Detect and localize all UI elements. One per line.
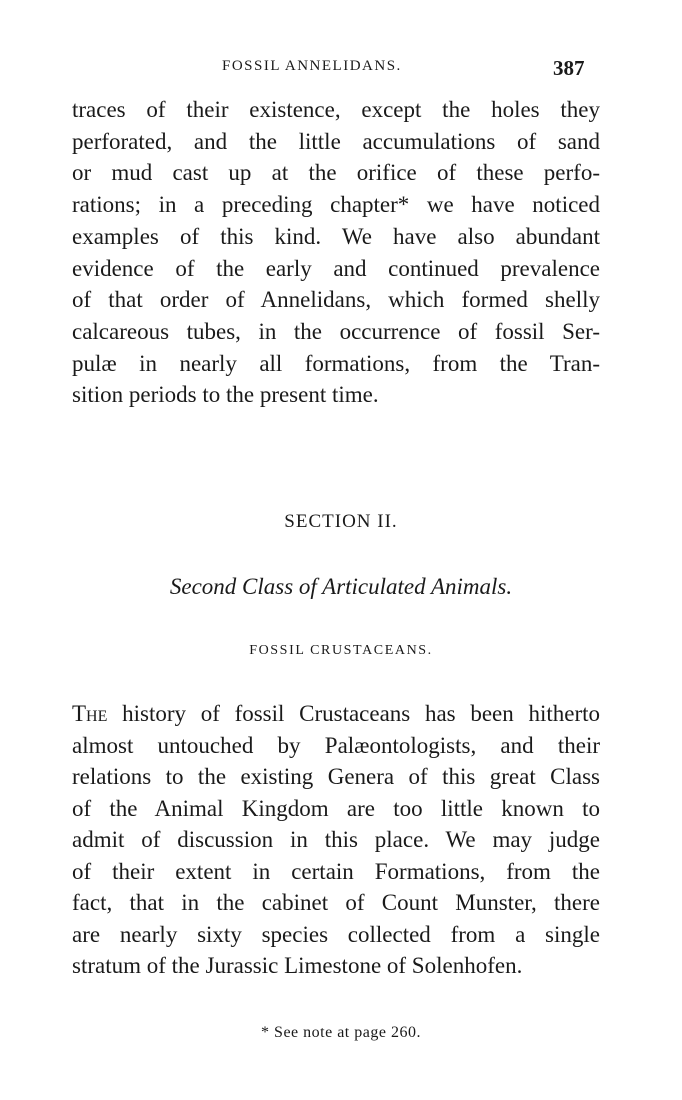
drop-word: The	[72, 701, 108, 726]
running-title: FOSSIL ANNELIDANS.	[222, 58, 402, 74]
text-line: of their extent in certain Formations, from the	[72, 858, 600, 884]
paragraph-crustaceans	[72, 698, 600, 982]
text-line: admit of discussion in this place. We may judge	[72, 827, 600, 852]
text-line: are nearly sixty species collected from a single	[72, 921, 600, 947]
text-line-first	[72, 698, 600, 730]
paragraph-annelidans	[72, 94, 600, 411]
page-number: 387	[553, 56, 585, 80]
section-heading: FOSSIL CRUSTACEANS.	[249, 643, 433, 658]
text-line: pulæ in nearly all formations, from the Tran-	[72, 350, 600, 376]
text-line: of that order of Annelidans, which formed shelly	[72, 287, 600, 313]
text-line: examples of this kind. We have also abundant	[72, 223, 600, 249]
running-head	[0, 56, 682, 86]
text-line: calcareous tubes, in the occurrence of fossil Ser-	[72, 318, 600, 344]
text-line: of the Animal Kingdom are too little known to	[72, 795, 600, 821]
section-subtitle: Second Class of Articulated Animals.	[169, 574, 513, 599]
footnote: * See note at page 260.	[261, 1024, 421, 1041]
text-line: perforated, and the little accumulations of sand	[72, 128, 600, 154]
first-line-rest: history of fossil Crustaceans has been hitherto	[107, 701, 600, 726]
text-line: sition periods to the present time.	[72, 382, 379, 408]
text-line: or mud cast up at the orifice of these perfo-	[72, 160, 600, 186]
text-line: fact, that in the cabinet of Count Munster, there	[72, 890, 600, 915]
section-number: SECTION II.	[284, 511, 398, 532]
text-line: rations; in a preceding chapter* we have noticed	[72, 192, 600, 218]
text-line: relations to the existing Genera of this great Class	[72, 764, 600, 789]
text-line: stratum of the Jurassic Limestone of Solenhofen.	[72, 953, 523, 978]
text-line: traces of their existence, except the holes they	[72, 97, 600, 122]
text-line: evidence of the early and continued prevalence	[72, 255, 600, 281]
text-line: almost untouched by Palæontologists, and their	[72, 732, 600, 758]
